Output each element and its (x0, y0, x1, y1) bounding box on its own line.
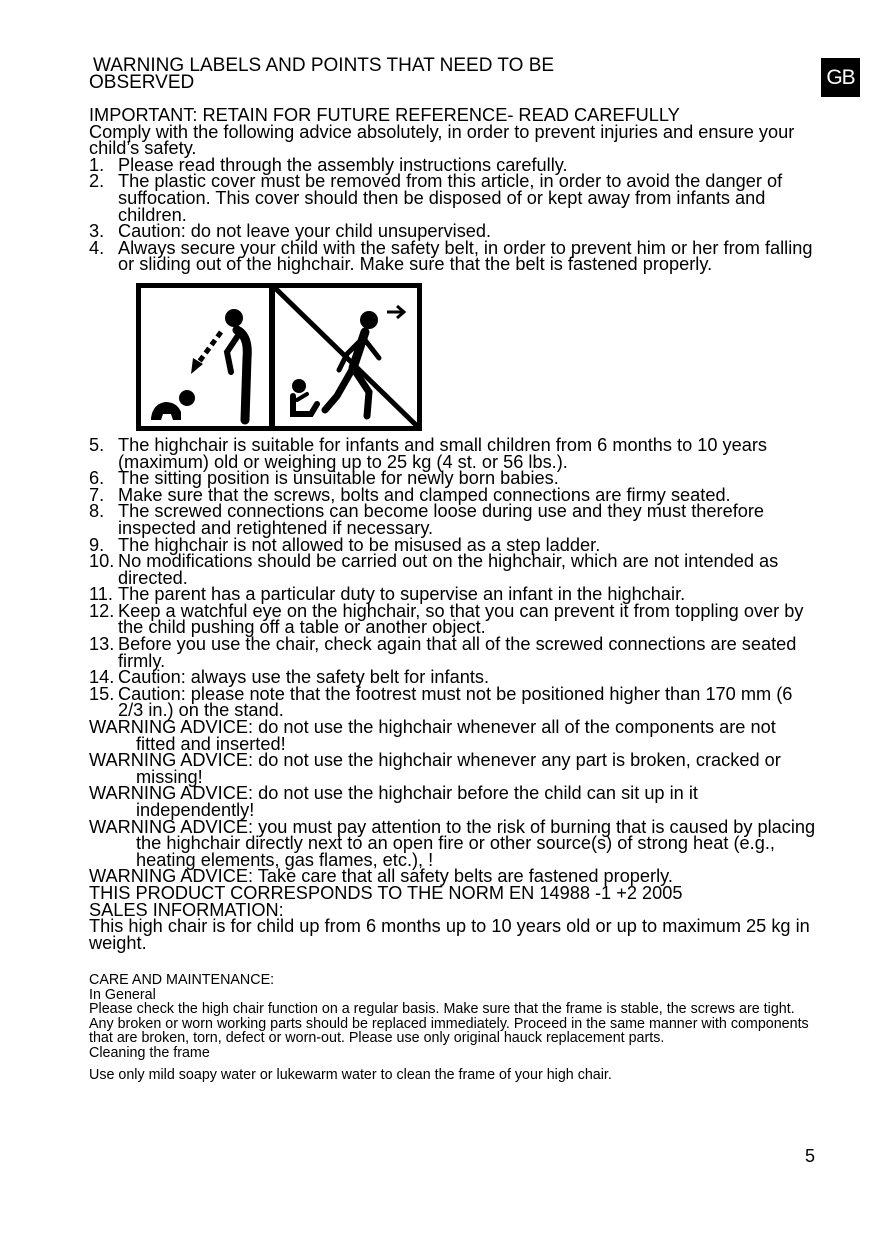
right-arrow-icon (387, 306, 404, 318)
warning-advice: WARNING ADVICE: do not use the highchair whenever all of the components are not fitted and inserted! (89, 717, 776, 754)
list-item: 11. The parent has a particular duty to supervise an infant in the highchair. (89, 584, 686, 605)
cleaning-text: Use only mild soapy water or lukewarm water to clean the frame of your high chair. (89, 1067, 612, 1083)
list-item: 13. Before you use the chair, check again that all of the screwed connections are seated firmly. (89, 634, 797, 671)
sales-heading: SALES INFORMATION: (89, 899, 284, 920)
dashed-arrow-icon (191, 332, 221, 374)
title-line-1: WARNING LABELS AND POINTS THAT NEED TO BE (93, 55, 555, 76)
warning-advice: WARNING ADVICE: you must pay attention to the risk of burning that is caused by placing the highchair directly next to an open fire or other source(s) of strong heat (e.g., heating elements, gas flames, etc.), ! (89, 816, 816, 870)
adult-figure-icon (225, 309, 247, 420)
sitting-child-icon (292, 379, 317, 414)
walking-adult-icon (325, 311, 379, 416)
cleaning-heading: Cleaning the frame (89, 1044, 210, 1061)
care-heading: CARE AND MAINTENANCE: (89, 972, 275, 988)
list-item: 2. The plastic cover must be removed from this article, in order to avoid the danger of suffocation. This cover should then be disposed of or kept away from infants and children. (89, 171, 783, 225)
page-number: 5 (805, 1146, 816, 1166)
crawling-baby-icon (151, 390, 195, 420)
warning-advice: WARNING ADVICE: do not use the highchair whenever any part is broken, cracked or missing! (89, 750, 781, 787)
list-item: 14. Caution: always use the safety belt for infants. (89, 667, 490, 688)
language-badge: GB (821, 58, 860, 97)
list-item: 4. Always secure your child with the safety belt, in order to prevent him or her from falling or sliding out of the highchair. Make sure that the belt is fastened properly. (89, 237, 813, 275)
instructions-list-a (89, 154, 819, 275)
main-content (89, 107, 819, 951)
norm-statement: THIS PRODUCT CORRESPONDS TO THE NORM EN 14988 -1 +2 2005 (89, 882, 683, 903)
list-item: 1. Please read through the assembly instructions carefully. (89, 154, 568, 175)
intro-text: Comply with the following advice absolutely, in order to prevent injuries and ensure your child’s safety. (89, 121, 795, 159)
title-line-2: OBSERVED (89, 72, 195, 93)
list-item: 9. The highchair is not allowed to be misused as a step ladder. (89, 534, 601, 555)
warning-advice: WARNING ADVICE: do not use the highchair before the child can sit up in it independently! (89, 783, 698, 820)
list-item: 8. The screwed connections can become loose during use and they must therefore inspected and retightened if necessary. (89, 501, 765, 538)
warning-pictogram (136, 283, 422, 431)
general-text: Please check the high chair function on a regular basis. Make sure that the frame is stable, the screws are tight. Any broken or worn working parts should be replaced immediately. Proceed in the same manner with components that are broken, torn, defect or worn-out. Please use only original hauck replacement parts. (89, 1001, 809, 1046)
list-item: 15. Caution: please note that the footrest must not be positioned higher than 170 mm (6 2/3 in.) on the stand. (89, 683, 793, 721)
list-item: 3. Caution: do not leave your child unsupervised. (89, 221, 492, 242)
care-section (89, 973, 819, 1083)
warning-advice: WARNING ADVICE: Take care that all safety belts are fastened properly. (89, 866, 673, 887)
pictogram-divider (269, 288, 275, 426)
page-title (89, 57, 649, 91)
important-notice: IMPORTANT: RETAIN FOR FUTURE REFERENCE- READ CAREFULLY (89, 105, 680, 125)
general-heading: In General (89, 986, 156, 1003)
list-item: 6. The sitting position is unsuitable for newly born babies. (89, 468, 559, 489)
list-item: 10. No modifications should be carried out on the highchair, which are not intended as directed. (89, 551, 779, 588)
sales-text: This high chair is for child up from 6 months up to 10 years old or up to maximum 25 kg in weight. (89, 916, 810, 953)
list-item: 5. The highchair is suitable for infants and small children from 6 months to 10 years (maximum) old or weighing up to 25 kg (4 st. or 56 lbs.). (89, 434, 768, 472)
list-item: 7. Make sure that the screws, bolts and clamped connections are firmy seated. (89, 484, 731, 505)
list-item: 12. Keep a watchful eye on the highchair, so that you can prevent it from toppling over by the child pushing off a table or another object. (89, 600, 804, 638)
instructions-list-b (89, 434, 819, 721)
